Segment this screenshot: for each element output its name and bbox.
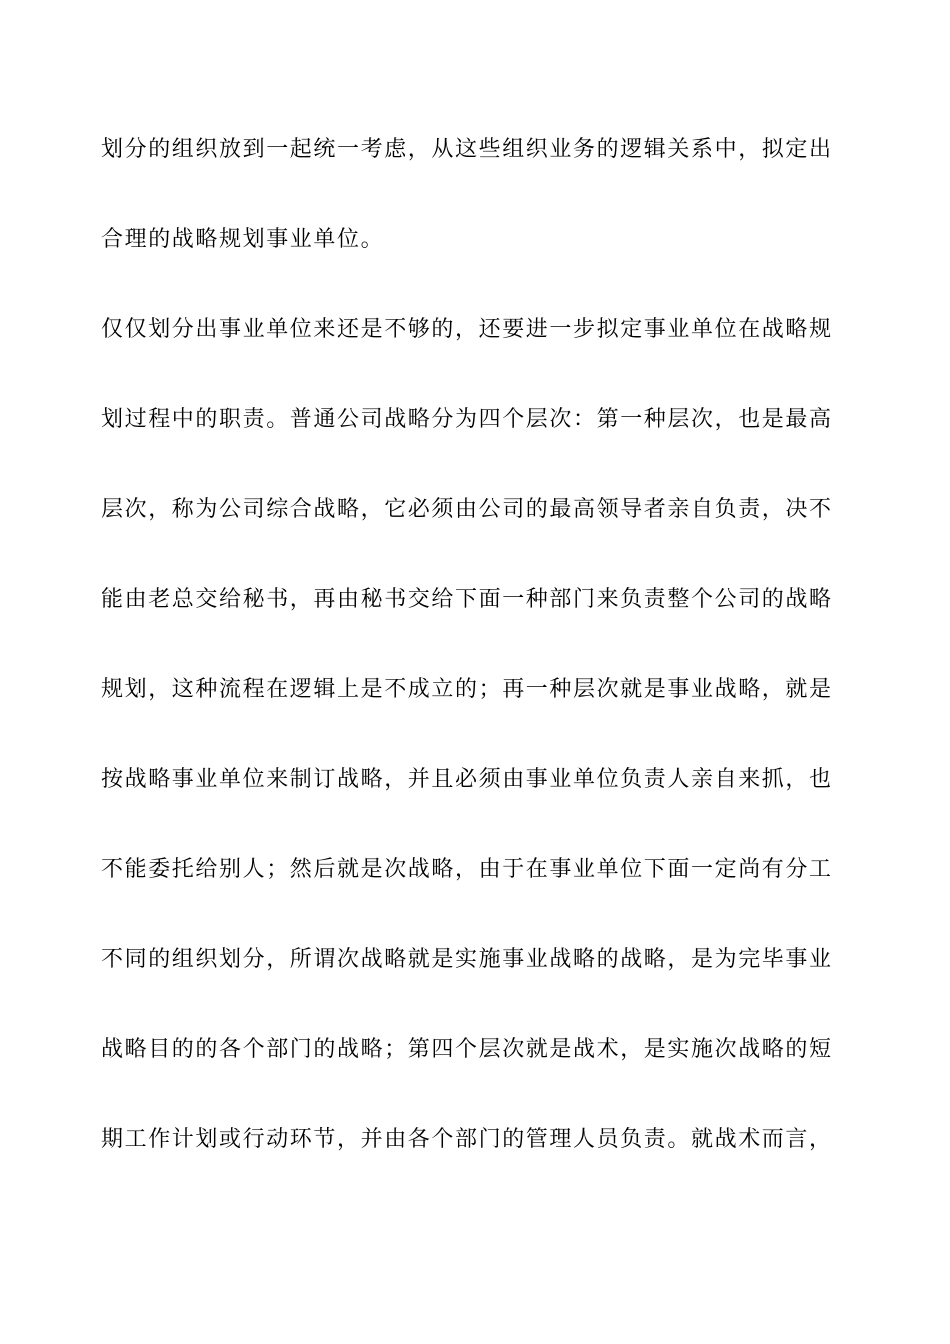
text-line: 能由老总交给秘书，再由秘书交给下面一种部门来负责整个公司的战略 xyxy=(101,587,833,612)
text-line: 期工作计划或行动环节，并由各个部门的管理人员负责。就战术而言， xyxy=(101,1127,833,1152)
text-line: 战略目的的各个部门的战略；第四个层次就是战术，是实施次战略的短 xyxy=(101,1037,833,1062)
text-line: 划过程中的职责。普通公司战略分为四个层次：第一种层次，也是最高 xyxy=(101,407,833,432)
text-line: 仅仅划分出事业单位来还是不够的，还要进一步拟定事业单位在战略规 xyxy=(101,317,833,342)
text-line: 层次，称为公司综合战略，它必须由公司的最高领导者亲自负责，决不 xyxy=(101,497,833,522)
text-line: 合理的战略规划事业单位。 xyxy=(101,227,385,252)
text-line: 规划，这种流程在逻辑上是不成立的；再一种层次就是事业战略，就是 xyxy=(101,677,833,702)
text-line: 按战略事业单位来制订战略，并且必须由事业单位负责人亲自来抓，也 xyxy=(101,767,833,792)
text-line: 划分的组织放到一起统一考虑，从这些组织业务的逻辑关系中，拟定出 xyxy=(101,137,833,162)
text-line: 不能委托给别人；然后就是次战略，由于在事业单位下面一定尚有分工 xyxy=(101,857,833,882)
text-line: 不同的组织划分，所谓次战略就是实施事业战略的战略，是为完毕事业 xyxy=(101,947,833,972)
